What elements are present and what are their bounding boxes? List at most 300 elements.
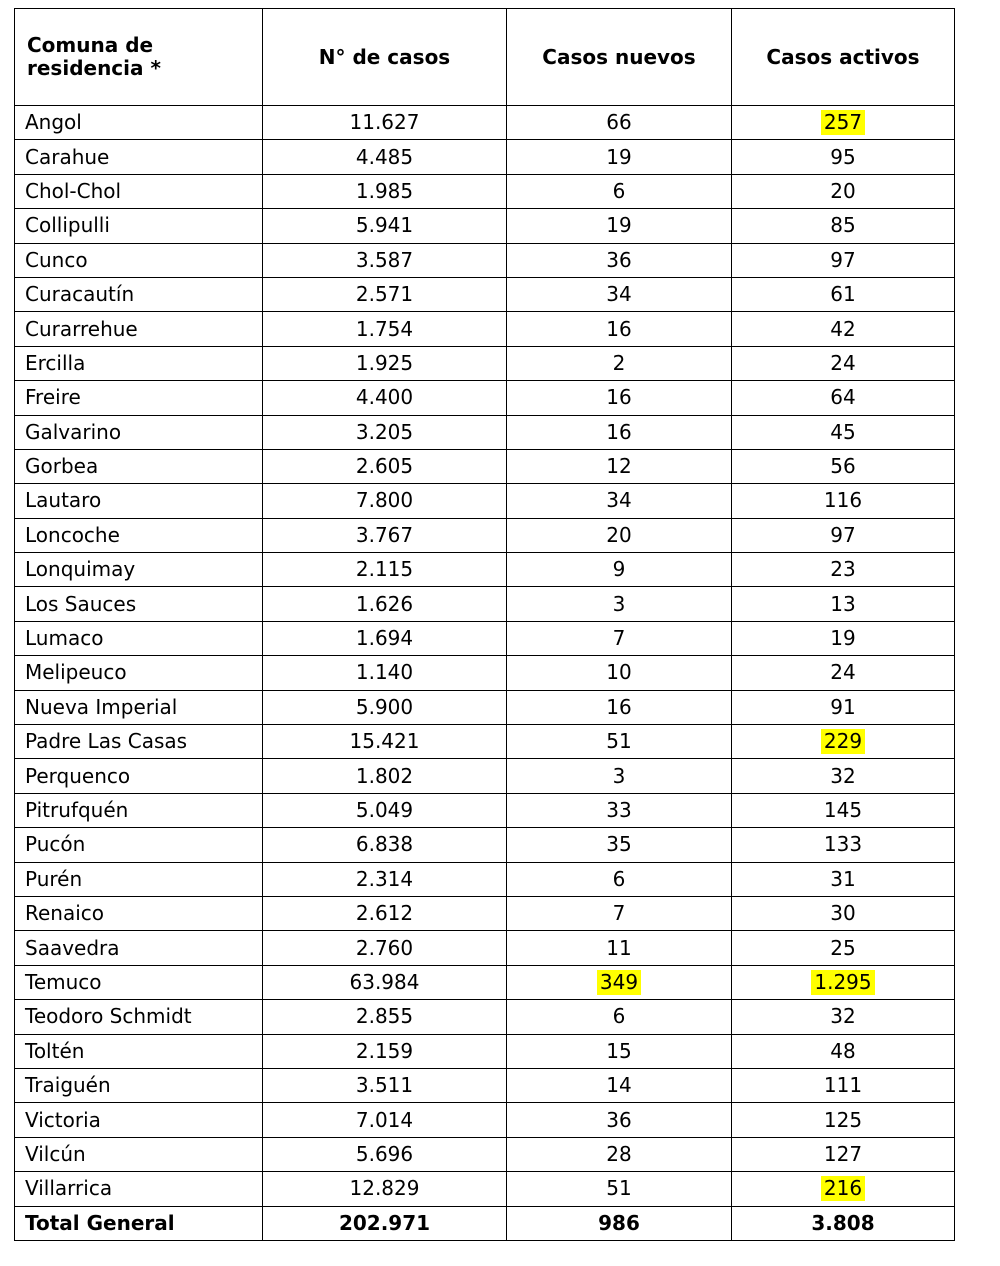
cell-comuna: [15, 243, 263, 277]
cell-value: 12: [606, 454, 632, 479]
cell-casos: [263, 587, 507, 621]
cell-activos: [732, 209, 955, 243]
cell-activos: [732, 140, 955, 174]
cell-value: 2.760: [355, 935, 414, 960]
cell-value: 133: [823, 832, 863, 857]
cell-activos: [732, 553, 955, 587]
cell-value: 16: [606, 419, 632, 444]
cell-value: Teodoro Schmidt: [25, 1004, 192, 1029]
cell-value: 6: [612, 1004, 626, 1029]
cell-nuevos: [507, 174, 732, 208]
cell-activos: [732, 862, 955, 896]
table-row: [15, 346, 955, 380]
cell-value: 20: [606, 522, 632, 547]
table-row-total: [15, 1206, 955, 1240]
cell-comuna: [15, 1137, 263, 1171]
cell-nuevos: [507, 1000, 732, 1034]
cell-comuna: [15, 896, 263, 930]
cell-value: Los Sauces: [25, 591, 137, 616]
cell-comuna: [15, 277, 263, 311]
highlighted-value: 349: [597, 970, 641, 995]
cell-value: 35: [606, 832, 632, 857]
cell-value: 4.485: [355, 144, 414, 169]
cell-value: Ercilla: [25, 350, 86, 375]
cell-value: 19: [830, 626, 856, 651]
cell-value: 66: [606, 110, 632, 135]
cell-value: Cunco: [25, 247, 88, 272]
cell-casos: [263, 174, 507, 208]
cell-nuevos: [507, 518, 732, 552]
cell-comuna: [15, 931, 263, 965]
cell-value: Nueva Imperial: [25, 694, 178, 719]
cell-activos: [732, 793, 955, 827]
cell-comuna: [15, 209, 263, 243]
table-row: [15, 1137, 955, 1171]
cell-value: Villarrica: [25, 1176, 113, 1201]
cell-nuevos: [507, 828, 732, 862]
cell-value: 85: [830, 213, 856, 238]
cell-value: 2.314: [355, 866, 414, 891]
cell-value: 202.971: [338, 1210, 431, 1235]
cell-comuna: [15, 140, 263, 174]
table-row: [15, 1103, 955, 1137]
cell-activos: [732, 621, 955, 655]
table-row: [15, 587, 955, 621]
cell-value: 1.925: [355, 350, 414, 375]
cell-nuevos: [507, 1172, 732, 1206]
cell-casos: [263, 1068, 507, 1102]
cell-activos: [732, 243, 955, 277]
cell-activos: [732, 759, 955, 793]
cell-value: 3.808: [811, 1210, 875, 1235]
cell-value: Freire: [25, 385, 81, 410]
cell-casos: [263, 931, 507, 965]
cell-value: 3: [612, 763, 626, 788]
cell-comuna: [15, 312, 263, 346]
cell-value: Padre Las Casas: [25, 729, 188, 754]
cell-value: 127: [823, 1141, 863, 1166]
cell-value: 6: [612, 866, 626, 891]
cell-comuna: [15, 965, 263, 999]
cell-value: 12.829: [349, 1176, 420, 1201]
cell-comuna: [15, 449, 263, 483]
cell-value: 45: [830, 419, 856, 444]
cell-value: 116: [823, 488, 863, 513]
cell-nuevos: [507, 346, 732, 380]
cell-value: Victoria: [25, 1107, 101, 1132]
cell-casos: [263, 312, 507, 346]
cell-nuevos: [507, 1068, 732, 1102]
cell-value: Lautaro: [25, 488, 102, 513]
cell-value: 6: [612, 178, 626, 203]
cell-value: 24: [830, 350, 856, 375]
cell-nuevos: [507, 449, 732, 483]
highlighted-value: 1.295: [811, 970, 874, 995]
cell-nuevos: [507, 381, 732, 415]
cell-nuevos: [507, 1034, 732, 1068]
cell-comuna: [15, 828, 263, 862]
cell-casos: [263, 1206, 507, 1240]
cell-casos: [263, 1103, 507, 1137]
cell-value: 63.984: [349, 969, 420, 994]
cell-value: 32: [830, 763, 856, 788]
table-row: [15, 484, 955, 518]
table-row: [15, 140, 955, 174]
column-header-casos: N° de casos: [263, 9, 507, 106]
cell-value: 31: [830, 866, 856, 891]
cell-activos: [732, 896, 955, 930]
cell-comuna: [15, 106, 263, 140]
cell-value: 34: [606, 282, 632, 307]
cell-comuna: [15, 656, 263, 690]
cell-nuevos: [507, 690, 732, 724]
cell-value: 3.205: [355, 419, 414, 444]
cell-casos: [263, 1172, 507, 1206]
cell-value: 36: [606, 247, 632, 272]
cell-casos: [263, 621, 507, 655]
cell-casos: [263, 828, 507, 862]
table-row: [15, 415, 955, 449]
cell-value: 2: [612, 350, 626, 375]
cell-value: 11: [606, 935, 632, 960]
cell-value: 91: [830, 694, 856, 719]
cell-value: 51: [606, 729, 632, 754]
cell-comuna: [15, 587, 263, 621]
table-row: [15, 518, 955, 552]
cell-value: 2.571: [355, 282, 414, 307]
table-row: [15, 277, 955, 311]
cell-comuna: [15, 415, 263, 449]
cell-value: Collipulli: [25, 213, 110, 238]
cell-activos: [732, 312, 955, 346]
cell-casos: [263, 243, 507, 277]
table-row: [15, 621, 955, 655]
cell-activos: [732, 277, 955, 311]
cell-activos: [732, 931, 955, 965]
table-row: [15, 725, 955, 759]
cell-value: 28: [606, 1141, 632, 1166]
cell-casos: [263, 965, 507, 999]
cell-activos: [732, 1172, 955, 1206]
cell-value: 1.802: [355, 763, 414, 788]
cell-nuevos: [507, 1103, 732, 1137]
cell-comuna: [15, 1034, 263, 1068]
cell-value: 2.159: [355, 1038, 414, 1063]
cell-comuna: [15, 346, 263, 380]
cell-value: Perquenco: [25, 763, 131, 788]
cell-casos: [263, 1034, 507, 1068]
cell-value: 986: [598, 1210, 640, 1235]
cell-value: 5.900: [355, 694, 414, 719]
cell-casos: [263, 690, 507, 724]
column-header-activos: Casos activos: [732, 9, 955, 106]
cell-value: 61: [830, 282, 856, 307]
cell-value: 1.694: [355, 626, 414, 651]
cell-value: 1.626: [355, 591, 414, 616]
cell-casos: [263, 793, 507, 827]
cell-value: Lumaco: [25, 626, 104, 651]
cell-comuna: [15, 484, 263, 518]
cell-activos: [732, 965, 955, 999]
cell-value: 51: [606, 1176, 632, 1201]
table-row: [15, 1068, 955, 1102]
cell-value: 1.140: [355, 660, 414, 685]
cell-value: 25: [830, 935, 856, 960]
table-row: [15, 209, 955, 243]
cell-value: 3: [612, 591, 626, 616]
cell-nuevos: [507, 209, 732, 243]
highlighted-value: 229: [821, 729, 865, 754]
cell-activos: [732, 346, 955, 380]
cell-activos: [732, 1068, 955, 1102]
table-row: [15, 381, 955, 415]
cell-nuevos: [507, 621, 732, 655]
cell-casos: [263, 106, 507, 140]
cell-activos: [732, 381, 955, 415]
cell-value: 15.421: [349, 729, 420, 754]
cell-nuevos: [507, 277, 732, 311]
table-row: [15, 1000, 955, 1034]
cell-comuna: [15, 1068, 263, 1102]
cell-value: 4.400: [355, 385, 414, 410]
table-row: [15, 553, 955, 587]
cell-nuevos: [507, 965, 732, 999]
cell-value: 2.605: [355, 454, 414, 479]
cell-nuevos: [507, 140, 732, 174]
cell-casos: [263, 725, 507, 759]
cell-activos: [732, 174, 955, 208]
cell-value: 14: [606, 1073, 632, 1098]
cell-value: Curacautín: [25, 282, 135, 307]
cell-value: 48: [830, 1038, 856, 1063]
cell-activos: [732, 484, 955, 518]
cell-nuevos: [507, 862, 732, 896]
cell-value: 3.587: [355, 247, 414, 272]
cell-activos: [732, 1034, 955, 1068]
cases-table-container: [14, 8, 954, 1241]
cell-nuevos: [507, 553, 732, 587]
cell-value: Total General: [25, 1210, 175, 1235]
cell-comuna: [15, 174, 263, 208]
cell-nuevos: [507, 484, 732, 518]
table-row: [15, 1034, 955, 1068]
table-row: [15, 965, 955, 999]
cell-casos: [263, 381, 507, 415]
cell-value: 5.049: [355, 798, 414, 822]
cell-value: 16: [606, 694, 632, 719]
cell-value: 13: [830, 591, 856, 616]
cell-value: 3.767: [355, 522, 414, 547]
cell-activos: [732, 1000, 955, 1034]
cell-value: 15: [606, 1038, 632, 1063]
table-row: [15, 759, 955, 793]
cell-comuna: [15, 553, 263, 587]
table-row: [15, 106, 955, 140]
cell-activos: [732, 1103, 955, 1137]
cell-comuna: [15, 793, 263, 827]
cell-nuevos: [507, 759, 732, 793]
cell-casos: [263, 518, 507, 552]
cell-value: 16: [606, 385, 632, 410]
cell-value: 34: [606, 488, 632, 513]
cell-nuevos: [507, 656, 732, 690]
cell-value: Renaico: [25, 901, 105, 926]
cell-activos: [732, 518, 955, 552]
cell-value: 1.985: [355, 178, 414, 203]
cell-value: 10: [606, 660, 632, 685]
cell-value: Angol: [25, 110, 82, 135]
table-row: [15, 243, 955, 277]
cell-value: 11.627: [349, 110, 420, 135]
cell-nuevos: [507, 931, 732, 965]
cell-value: 97: [830, 247, 856, 272]
cell-value: 9: [612, 557, 626, 582]
cell-value: 6.838: [355, 832, 414, 857]
table-row: [15, 1172, 955, 1206]
cell-value: 56: [830, 454, 856, 479]
cell-value: 2.855: [355, 1004, 414, 1029]
cell-comuna: [15, 690, 263, 724]
cell-casos: [263, 759, 507, 793]
cell-casos: [263, 140, 507, 174]
cell-comuna: [15, 1103, 263, 1137]
table-row: [15, 656, 955, 690]
cell-value: 1.754: [355, 316, 414, 341]
cell-casos: [263, 277, 507, 311]
cell-value: 7.014: [355, 1107, 414, 1132]
column-header-comuna: Comuna de residencia *: [15, 9, 263, 106]
cell-value: 95: [830, 144, 856, 169]
cell-value: Saavedra: [25, 935, 120, 960]
cell-value: 30: [830, 901, 856, 926]
cell-comuna: [15, 621, 263, 655]
cell-activos: [732, 1206, 955, 1240]
cell-value: Gorbea: [25, 454, 99, 479]
cell-value: 64: [830, 385, 856, 410]
cell-nuevos: [507, 587, 732, 621]
cell-activos: [732, 656, 955, 690]
table-row: [15, 174, 955, 208]
cell-value: 7.800: [355, 488, 414, 513]
cell-nuevos: [507, 243, 732, 277]
cell-value: Loncoche: [25, 522, 120, 547]
cell-value: Melipeuco: [25, 660, 127, 685]
cell-activos: [732, 449, 955, 483]
cell-value: Pitrufquén: [25, 798, 129, 822]
cell-value: 145: [823, 798, 863, 822]
cell-comuna: [15, 1000, 263, 1034]
cell-casos: [263, 449, 507, 483]
cell-value: Pucón: [25, 832, 86, 857]
cell-value: Carahue: [25, 144, 110, 169]
cell-nuevos: [507, 106, 732, 140]
cell-comuna: [15, 725, 263, 759]
highlighted-value: 257: [821, 110, 865, 135]
cell-value: 7: [612, 626, 626, 651]
cell-nuevos: [507, 793, 732, 827]
cell-value: 20: [830, 178, 856, 203]
cell-activos: [732, 1137, 955, 1171]
cell-value: 23: [830, 557, 856, 582]
cell-activos: [732, 828, 955, 862]
cell-casos: [263, 896, 507, 930]
cases-table: [14, 8, 955, 1241]
cell-comuna: [15, 381, 263, 415]
highlighted-value: 216: [821, 1176, 865, 1201]
cell-value: 24: [830, 660, 856, 685]
table-row: [15, 793, 955, 827]
column-header-nuevos: Casos nuevos: [507, 9, 732, 106]
cell-comuna: [15, 759, 263, 793]
cell-casos: [263, 415, 507, 449]
cell-casos: [263, 862, 507, 896]
table-body: [15, 106, 955, 1241]
cell-value: 7: [612, 901, 626, 926]
cell-value: 111: [823, 1073, 863, 1098]
cell-nuevos: [507, 896, 732, 930]
cell-value: Curarrehue: [25, 316, 138, 341]
cell-value: 125: [823, 1107, 863, 1132]
cell-value: 2.612: [355, 901, 414, 926]
cell-nuevos: [507, 725, 732, 759]
cell-value: Traiguén: [25, 1073, 111, 1098]
cell-nuevos: [507, 1137, 732, 1171]
cell-value: Chol-Chol: [25, 178, 122, 203]
table-row: [15, 449, 955, 483]
cell-value: 2.115: [355, 557, 414, 582]
cell-comuna: [15, 1172, 263, 1206]
cell-value: 42: [830, 316, 856, 341]
cell-casos: [263, 346, 507, 380]
cell-value: 5.696: [355, 1141, 414, 1166]
cell-nuevos: [507, 312, 732, 346]
cell-casos: [263, 553, 507, 587]
cell-activos: [732, 725, 955, 759]
cell-nuevos: [507, 1206, 732, 1240]
cell-comuna: [15, 518, 263, 552]
cell-casos: [263, 1000, 507, 1034]
cell-value: Lonquimay: [25, 557, 136, 582]
cell-casos: [263, 484, 507, 518]
table-row: [15, 862, 955, 896]
table-row: [15, 690, 955, 724]
cell-value: 32: [830, 1004, 856, 1029]
cell-casos: [263, 656, 507, 690]
cell-value: 3.511: [355, 1073, 414, 1098]
cell-comuna: [15, 1206, 263, 1240]
cell-nuevos: [507, 415, 732, 449]
cell-value: 19: [606, 144, 632, 169]
cell-comuna: [15, 862, 263, 896]
cell-value: Purén: [25, 866, 83, 891]
table-row: [15, 931, 955, 965]
cell-activos: [732, 106, 955, 140]
cell-activos: [732, 690, 955, 724]
cell-value: Toltén: [25, 1038, 85, 1063]
cell-value: Vilcún: [25, 1141, 86, 1166]
cell-activos: [732, 415, 955, 449]
table-row: [15, 312, 955, 346]
cell-value: 33: [606, 798, 632, 822]
table-row: [15, 828, 955, 862]
cell-activos: [732, 587, 955, 621]
cell-value: 36: [606, 1107, 632, 1132]
cell-casos: [263, 1137, 507, 1171]
cell-value: 16: [606, 316, 632, 341]
table-header-row: [15, 9, 955, 106]
table-row: [15, 896, 955, 930]
cell-value: Galvarino: [25, 419, 122, 444]
